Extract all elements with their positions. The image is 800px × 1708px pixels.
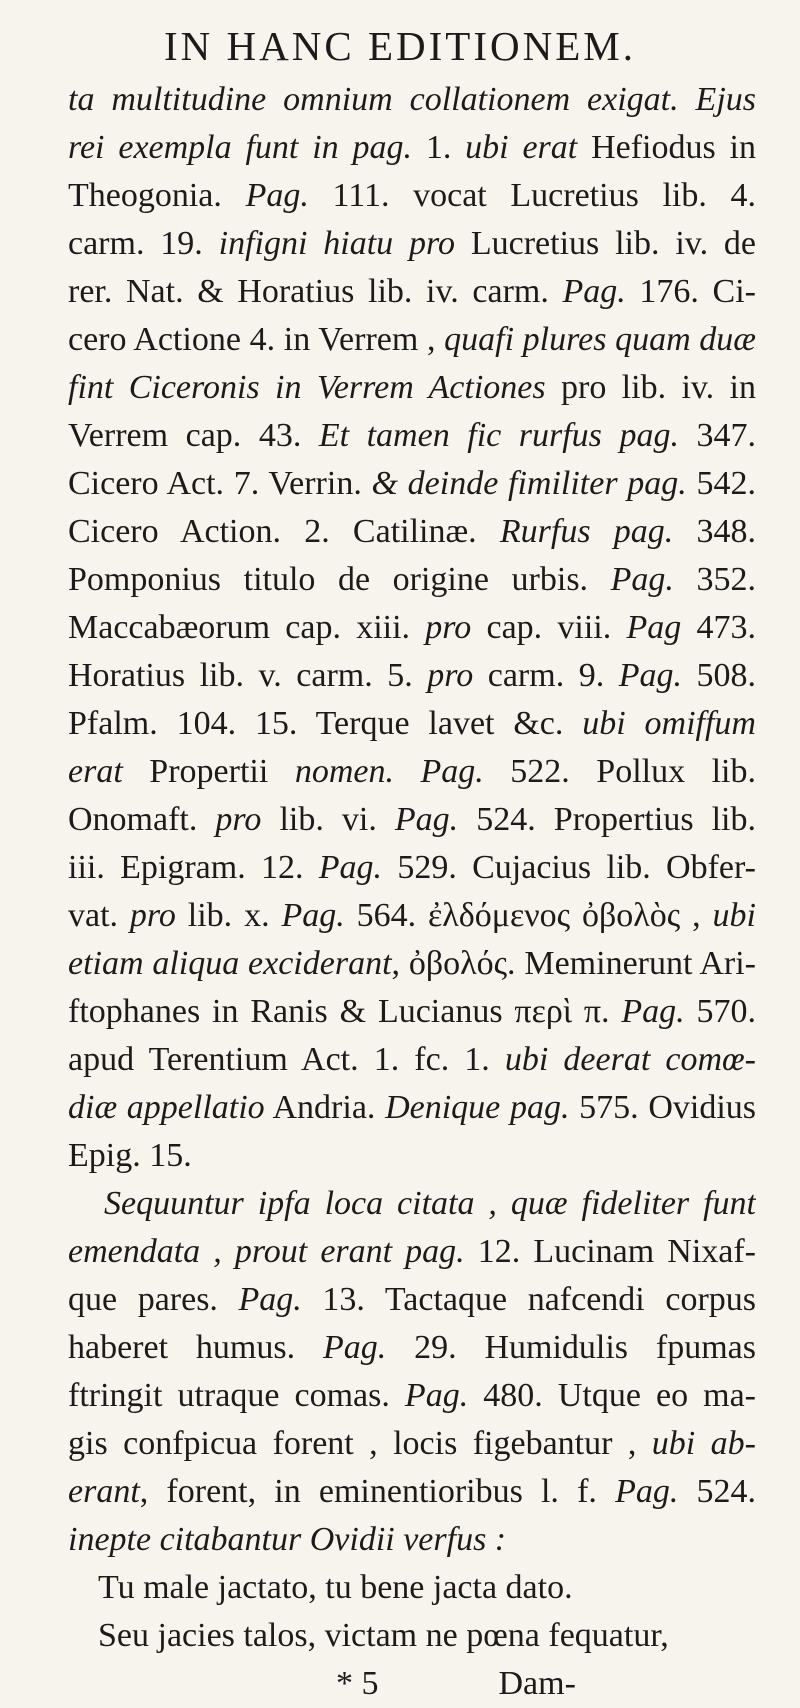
text-line [68,1084,756,1132]
italic-run: Pag. [621,993,685,1030]
italic-run: emendata , prout erant pag. [68,1233,465,1270]
text-run: Pomponius titulo de origine urbis. [68,561,611,598]
italic-run: erat [68,753,123,790]
italic-run: Pag. [281,897,345,934]
text-run: 508. [682,657,756,694]
text-line [68,652,756,700]
text-line [68,1180,756,1228]
text-run: carm. 19. [68,225,219,262]
italic-run: fint Ciceronis in Verrem Actiones [68,369,546,406]
text-run: 352. [673,561,756,598]
text-line [68,412,756,460]
text-line [68,604,756,652]
text-line [68,76,756,124]
text-run: Cicero Action. 2. Catilinæ. [68,513,500,550]
italic-run: Pag. [322,1329,387,1366]
italic-run: Pag. [562,273,626,310]
italic-run: ubi omiffum [582,705,756,742]
text-line [68,1276,756,1324]
italic-run: Pag. [245,177,309,214]
italic-run: ta multitudine omnium collationem exigat. Ejus [68,81,756,118]
text-run: lib. vi. [261,801,395,838]
text-run: vat. [68,897,130,934]
text-run: ftringit utraque comas. [68,1377,405,1414]
text-line [68,220,756,268]
text-line [68,1324,756,1372]
italic-run: Rurfus pag. [499,513,674,550]
text-run: 575. Ovidius [569,1089,756,1126]
signature-line [68,1660,756,1708]
italic-run: rei exempla funt in pag. [68,129,412,166]
text-line [68,796,756,844]
italic-run: Pag [626,609,682,646]
italic-run: Pag. [610,561,674,598]
text-run: 570. [684,993,756,1030]
text-run: 529. Cujacius lib. Obfer- [382,849,756,886]
text-line [68,1036,756,1084]
text-run: Seu jacies talos, victam ne pœna fequatur, [98,1617,669,1654]
text-line [68,556,756,604]
text-run: Horatius lib. v. carm. 5. [68,657,428,694]
text-run: apud Terentium Act. 1. fc. 1. [68,1041,505,1078]
text-line [68,748,756,796]
text-run: que pares. [68,1281,239,1318]
text-line [68,892,756,940]
italic-run: ubi erat [465,129,578,166]
body-text [68,76,756,1708]
text-run: 524. [678,1473,756,1510]
text-run: carm. 9. [473,657,619,694]
italic-run: Pag. [238,1281,302,1318]
text-run: , ὀβολός. Meminerunt Ari- [391,945,756,982]
italic-run: Pag. [318,849,383,886]
text-line [68,268,756,316]
italic-run: nomen. Pag. [294,753,484,790]
italic-run: quafi plures quam duæ [444,321,756,358]
text-run: Onomaft. [68,801,216,838]
text-run: Theogonia. [68,177,246,214]
text-run: 12. Lucinam Nixaf- [464,1233,756,1270]
italic-run: pro [425,609,472,646]
italic-run: Pag. [615,1473,679,1510]
text-run: Propertii [122,753,295,790]
text-line [68,364,756,412]
text-line [68,1516,756,1564]
text-run: Hefiodus in [577,129,756,166]
text-run: Tu male jactato, tu bene jacta dato. [98,1569,573,1606]
text-run: iii. Epigram. 12. [68,849,319,886]
text-line [68,124,756,172]
italic-run: Et tamen fic rurfus pag. [318,417,679,454]
text-run: 524. Propertius lib. [458,801,756,838]
text-run: 480. Utque eo ma- [468,1377,756,1414]
text-run: cap. viii. [471,609,627,646]
text-line [68,1372,756,1420]
italic-run: erant [68,1473,140,1510]
text-run: 13. Tactaque nafcendi corpus [301,1281,756,1318]
text-line [68,1228,756,1276]
text-run: 522. Pollux lib. [483,753,756,790]
text-line [68,940,756,988]
text-run: cero Actione 4. in Verrem , [68,321,445,358]
text-run: 1. [411,129,466,166]
running-header: IN HANC EDITIONEM. [164,23,636,69]
text-run: Andria. [264,1089,386,1126]
text-run: gis confpicua forent , locis figebantur , [68,1425,652,1462]
text-run: 29. Humidulis fpumas [386,1329,756,1366]
text-run: , forent, in eminentioribus l. f. [139,1473,616,1510]
text-run: pro lib. iv. in [545,369,756,406]
text-run: Cicero Act. 7. Verrin. [68,465,372,502]
text-line [68,1132,756,1180]
text-run: ftophanes in Ranis & Lucianus περὶ π. [68,993,622,1030]
italic-run: etiam aliqua exciderant [68,945,392,982]
text-run: rer. Nat. & Horatius lib. iv. carm. [68,273,563,310]
text-run: lib. x. [175,897,282,934]
italic-run: Sequuntur ipfa loca citata , quæ fideliter funt [104,1185,756,1222]
text-run: Lucretius lib. iv. de [455,225,756,262]
text-line [68,844,756,892]
text-run: 111. vocat Lucretius lib. 4. [308,177,756,214]
catchword: Dam- [498,1665,576,1702]
text-line [68,508,756,556]
italic-run: infigni hiatu pro [218,225,455,262]
signature-mark: * 5 [336,1665,379,1702]
text-line [68,316,756,364]
text-line [68,700,756,748]
italic-run: Pag. [404,1377,469,1414]
text-run: haberet humus. [68,1329,323,1366]
italic-run: ubi ab- [651,1425,756,1462]
italic-run: & deinde fimiliter pag. [371,465,687,502]
italic-run: pro [215,801,262,838]
italic-run: inepte citabantur Ovidii verfus : [68,1521,507,1558]
italic-run: Pag. [618,657,682,694]
text-run: 348. [673,513,756,550]
italic-run: Denique pag. [385,1089,570,1126]
italic-run: ubi [712,897,756,934]
text-line [68,1564,756,1612]
text-run: 564. ἐλδόμενος ὀβολὸς , [344,897,713,934]
text-run: 542. [686,465,756,502]
text-line [68,172,756,220]
text-line [68,1420,756,1468]
text-run: Epig. 15. [68,1137,192,1174]
text-line [68,1468,756,1516]
text-run: 176. Ci- [625,273,756,310]
italic-run: pro [129,897,176,934]
text-line [68,1612,756,1660]
italic-run: pro [427,657,474,694]
text-run: 473. [681,609,756,646]
text-line [68,460,756,508]
italic-run: diæ appellatio [68,1089,265,1126]
text-run: 347. [678,417,756,454]
text-run: Verrem cap. 43. [68,417,319,454]
text-run: Maccabæorum cap. xiii. [68,609,426,646]
text-run: Pfalm. 104. 15. Terque lavet &c. [68,705,583,742]
italic-run: Pag. [394,801,459,838]
text-line [68,988,756,1036]
italic-run: ubi deerat comœ- [504,1041,756,1078]
